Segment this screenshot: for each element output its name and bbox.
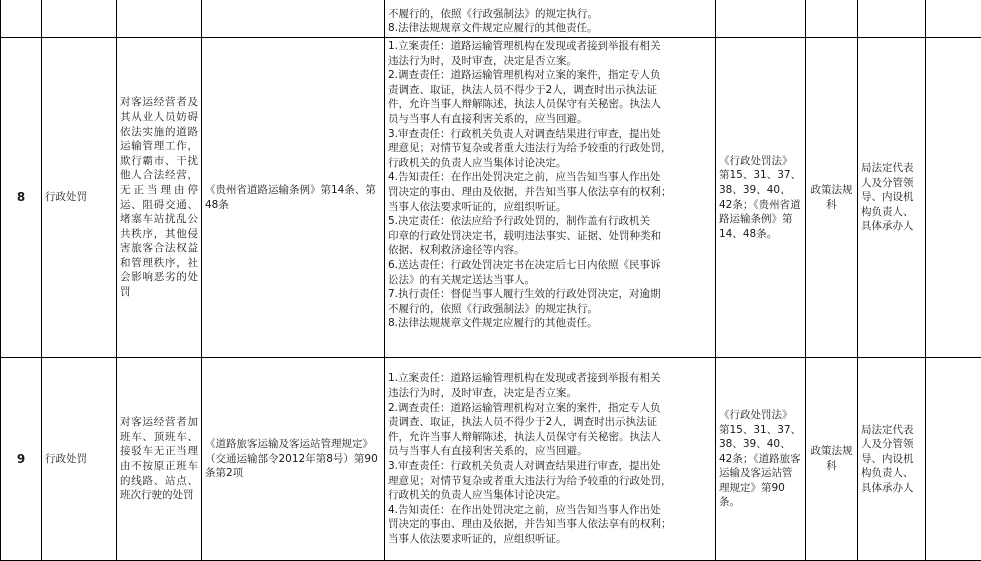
resp-line: 3.审查责任：行政机关负责人对调查结果进行审查，提出处 (388, 127, 712, 142)
resp-line: 责调查、取证，执法人员不得少于2人，调查时出示执法证 (388, 83, 712, 98)
resp-line: 罚决定的事由、理由及依据，并告知当事人依法享有的权利； (388, 517, 712, 532)
resp-line: 当事人依法要求听证的，应组织听证。 (388, 532, 712, 547)
table-row-8 (1, 38, 981, 358)
resp-line: 不履行的，依照《行政强制法》的规定执行。 (388, 7, 712, 22)
resp-line: 员与当事人有直接利害关系的，应当回避。 (388, 112, 712, 127)
item-cell: 对客运经营者加班车、顶班车、接驳车无正当理由不按原正班车的线路、站点、班次行驶的处罚 (117, 358, 202, 561)
table-row-continued (1, 0, 981, 38)
resp-line: 6.送达责任：行政处罚决定书在决定后七日内依照《民事诉 (388, 258, 712, 273)
basis-cell: 《贵州省道路运输条例》第14条、第48条 (202, 38, 385, 358)
responsibility-cell (385, 358, 716, 561)
resp-line: 印章的行政处罚决定书，载明违法事实、证据、处罚种类和 (388, 229, 712, 244)
category-cell: 行政处罚 (42, 38, 117, 358)
resp-line: 理意见；对情节复杂或者重大违法行为给予较重的行政处罚， (388, 474, 712, 489)
category-cell: 行政处罚 (42, 358, 117, 561)
resp-line: 员与当事人有直接利害关系的，应当回避。 (388, 444, 712, 459)
resp-line: 3.审查责任：行政机关负责人对调查结果进行审查，提出处 (388, 459, 712, 474)
persons-cell: 局法定代表人及分管领导、内设机构负责人、具体承办人 (858, 358, 926, 561)
resp-line: 8.法律法规规章文件规定应履行的其他责任。 (388, 316, 712, 331)
dept-cell: 政策法规科 (806, 38, 858, 358)
resp-line: 4.告知责任：在作出处罚决定之前，应当告知当事人作出处 (388, 503, 712, 518)
row-number: 9 (1, 358, 42, 561)
resp-line: 2.调查责任：道路运输管理机构对立案的案件，指定专人负 (388, 401, 712, 416)
resp-line: 1.立案责任：道路运输管理机构在发现或者接到举报有相关 (388, 39, 712, 54)
table-row-9 (1, 358, 981, 561)
resp-line: 讼法》的有关规定送达当事人。 (388, 273, 712, 288)
resp-line: 8.法律法规规章文件规定应履行的其他责任。 (388, 21, 712, 36)
resp-line: 7.执行责任：督促当事人履行生效的行政处罚决定，对逾期 (388, 287, 712, 302)
resp-line: 违法行为时，及时审查，决定是否立案。 (388, 54, 712, 69)
accountability-cell: 《行政处罚法》第15、31、37、38、39、40、42条；《道路旅客运输及客运站管理规定》第90条。 (716, 358, 806, 561)
resp-line: 不履行的，依照《行政强制法》的规定执行。 (388, 302, 712, 317)
persons-cell: 局法定代表人及分管领导、内设机构负责人、具体承办人 (858, 38, 926, 358)
resp-line: 责调查、取证，执法人员不得少于2人，调查时出示执法证 (388, 415, 712, 430)
resp-line: 当事人依法要求听证的，应组织听证。 (388, 200, 712, 215)
resp-line: 行政机关的负责人应当集体讨论决定。 (388, 156, 712, 171)
resp-line: 违法行为时，及时审查，决定是否立案。 (388, 386, 712, 401)
resp-line: 行政机关的负责人应当集体讨论决定。 (388, 488, 712, 503)
resp-line: 罚决定的事由、理由及依据，并告知当事人依法享有的权利； (388, 185, 712, 200)
resp-line: 2.调查责任：道路运输管理机构对立案的案件，指定专人负 (388, 68, 712, 83)
resp-line: 1.立案责任：道路运输管理机构在发现或者接到举报有相关 (388, 371, 712, 386)
resp-line: 5.决定责任：依法应给予行政处罚的，制作盖有行政机关 (388, 214, 712, 229)
item-cell: 对客运经营者及其从业人员妨碍依法实施的道路运输管理工作，欺行霸市、干扰他人合法经营，无正当理由停运、阻碍交通、堵塞车站扰乱公共秩序，其他侵害旅客合法权益和管理秩序，社会影响恶劣的处罚 (117, 38, 202, 358)
accountability-cell: 《行政处罚法》第15、31、37、38、39、40、42条；《贵州省道路运输条例》第14、48条。 (716, 38, 806, 358)
resp-line: 4.告知责任：在作出处罚决定之前，应当告知当事人作出处 (388, 170, 712, 185)
resp-line: 理意见；对情节复杂或者重大违法行为给予较重的行政处罚， (388, 141, 712, 156)
row-number: 8 (1, 38, 42, 358)
responsibility-cell (385, 38, 716, 358)
resp-line: 件，允许当事人辩解陈述，执法人员保守有关秘密。执法人 (388, 97, 712, 112)
resp-line: 依据、权利救济途径等内容。 (388, 243, 712, 258)
resp-line: 件，允许当事人辩解陈述，执法人员保守有关秘密。执法人 (388, 430, 712, 445)
dept-cell: 政策法规科 (806, 358, 858, 561)
responsibility-cell (385, 0, 716, 38)
basis-cell: 《道路旅客运输及客运站管理规定》（交通运输部令2012年第8号）第90条第2项 (202, 358, 385, 561)
